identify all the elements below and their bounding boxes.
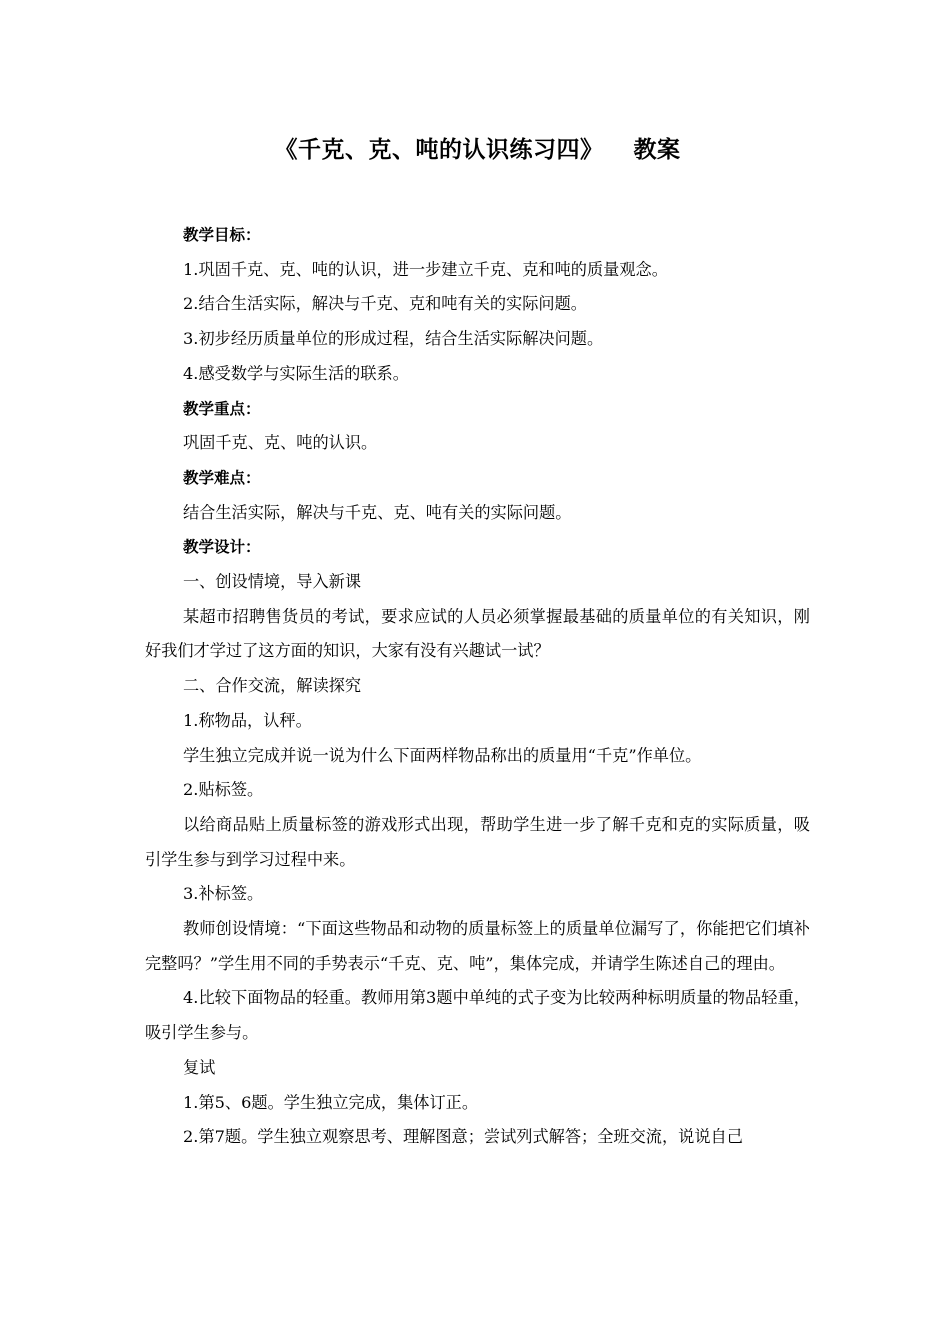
step-2-paragraph: 以给商品贴上质量标签的游戏形式出现，帮助学生进一步了解千克和克的实际质量，吸引学生参与到学习过程中来。 (145, 814, 810, 869)
objective-4: 4.感受数学与实际生活的联系。 (183, 363, 409, 383)
document-title (145, 132, 810, 168)
objective-1: 1.巩固千克、克、吨的认识，进一步建立千克、克和吨的质量观念。 (183, 259, 668, 279)
step-1-title: 1.称物品，认秤。 (183, 710, 312, 730)
review-title: 复试 (183, 1057, 216, 1077)
key-point-text: 巩固千克、克、吨的认识。 (183, 433, 378, 453)
objective-2: 2.结合生活实际，解决与千克、克和吨有关的实际问题。 (183, 294, 587, 314)
heading-objectives: 教学目标： (183, 226, 261, 244)
step-2-title: 2.贴标签。 (183, 780, 264, 800)
objective-3: 3.初步经历质量单位的形成过程，结合生活实际解决问题。 (183, 329, 604, 349)
step-1-paragraph: 学生独立完成并说一说为什么下面两样物品称出的质量用“千克”作单位。 (183, 745, 702, 765)
difficulty-text: 结合生活实际，解决与千克、克、吨有关的实际问题。 (183, 502, 572, 522)
step-3-paragraph: 教师创设情境：“下面这些物品和动物的质量标签上的质量单位漏写了，你能把它们填补完整吗？”学生用不同的手势表示“千克、克、吨”，集体完成，并请学生陈述自己的理由。 (145, 919, 810, 973)
review-item-2: 2.第7题。学生独立观察思考、理解图意；尝试列式解答；全班交流，说说自己 (183, 1127, 743, 1147)
section-1-title: 一、创设情境，导入新课 (183, 572, 362, 592)
heading-key-points: 教学重点： (183, 399, 261, 418)
heading-difficulties: 教学难点： (183, 468, 261, 487)
document-title-suffix: 教案 (633, 137, 681, 163)
document-body (145, 218, 810, 1155)
heading-design: 教学设计： (183, 538, 261, 557)
section-1-paragraph: 某超市招聘售货员的考试，要求应试的人员必须掌握最基础的质量单位的有关知识，刚好我们才学过了这方面的知识，大家有没有兴趣试一试？ (145, 606, 810, 661)
step-3-title: 3.补标签。 (183, 884, 264, 904)
document-title-main: 《千克、克、吨的认识练习四》 (274, 137, 604, 163)
step-4-paragraph: 4.比较下面物品的轻重。教师用第3题中单纯的式子变为比较两种标明质量的物品轻重，吸引学生参与。 (145, 988, 810, 1043)
section-2-title: 二、合作交流，解读探究 (183, 676, 362, 696)
review-item-1: 1.第5、6题。学生独立完成，集体订正。 (183, 1092, 479, 1112)
